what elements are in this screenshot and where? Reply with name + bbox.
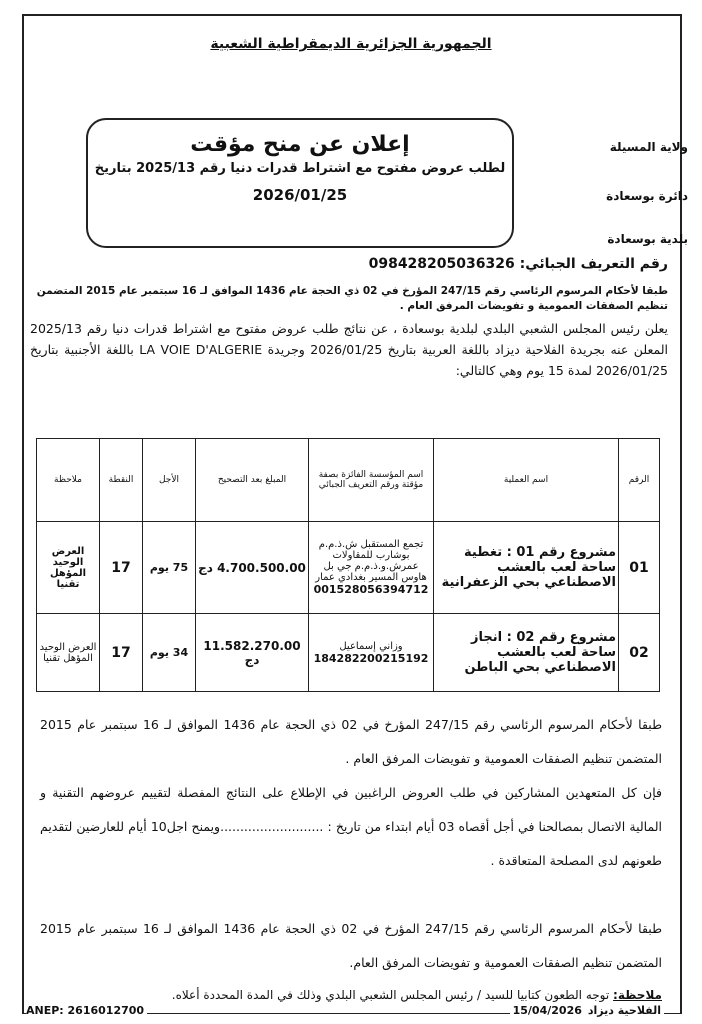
company-name: تجمع المستقبل ش.ذ.م.م بوشارب للمقاولات عمرش.و.ذ.م.م جي بل هاوس المسير بغدادي عمار	[315, 539, 427, 583]
header-score: النقطة	[100, 439, 143, 522]
table-row	[37, 522, 660, 614]
baladiya-label: بلدية بوسعادة	[607, 232, 688, 246]
row-amount: 11.582.270.00 دج	[196, 614, 309, 692]
row-operation: مشروع رقم 02 : انجاز ساحة لعب بالعشب الاصطناعي بحي الباطن	[434, 614, 619, 692]
table-row	[37, 614, 660, 692]
header-amount: المبلغ بعد التصحيح	[196, 439, 309, 522]
note	[40, 988, 662, 1002]
row-duration: 34 يوم	[143, 614, 196, 692]
decree-paragraph-1: طبقا لأحكام المرسوم الرئاسي رقم 247/15 المؤرخ في 02 ذي الحجة عام 1436 الموافق لـ 16 سبتمبر عام 2015 المتضمن تنظيم الصفقات العمومية و تفويضات المرفق العام .	[40, 717, 663, 766]
decree-intro: طبقا لأحكام المرسوم الرئاسي رقم 247/15 المؤرخ في 02 ذي الحجة عام 1436 الموافق لـ 16 سبتمبر عام 2015 المتضمن تنظيم الصفقات العمومية و تفويضات المرفق العام .	[36, 285, 668, 312]
daira-label: دائرة بوسعادة	[606, 189, 688, 203]
row-num: 02	[619, 614, 660, 692]
row-num: 01	[619, 522, 660, 614]
row-duration: 75 يوم	[143, 522, 196, 614]
newspaper-name: الفلاحية ديزاد	[587, 1004, 661, 1017]
republic-title: الجمهورية الجزائرية الديمقراطية الشعبية	[210, 36, 492, 52]
row-score: 17	[100, 522, 143, 614]
row-amount: 4.700.500.00 دج	[196, 522, 309, 614]
header-duration: الأجل	[143, 439, 196, 522]
row-operation: مشروع رقم 01 : تغطية ساحة لعب بالعشب الاصطناعي بحي الزعفرانية	[434, 522, 619, 614]
row-remark: العرض الوحيد المؤهل تقنيا	[37, 522, 100, 614]
note-text: توجه الطعون كتابيا للسيد / رئيس المجلس الشعبي البلدي وذلك في المدة المحددة أعلاه.	[171, 988, 614, 1002]
announcement-subheading: لطلب عروض مفتوح مع اشتراط قدرات دنيا رقم 2025/13 بتاريخ	[94, 161, 506, 176]
company-name: وزاني إسماعيل	[339, 640, 403, 652]
announce-paragraph: يعلن رئيس المجلس الشعبي البلدي لبلدية بوسعادة ، عن نتائج طلب عروض مفتوح مع اشتراط قدرات دنيا رقم 2025/13 المعلن عنه بجريدة الفلاحية ديزاد باللغة العربية بتاريخ 2026/01/25 وجريدة LA VOIE D'ALGERIE باللغة الأجنبية بتاريخ 2026/01/25 لمدة 15 يوم وهي كالتالي:	[30, 321, 668, 378]
tax-id: رقم التعريف الجبائي: 098428205036326	[368, 256, 668, 272]
row-company	[309, 614, 434, 692]
company-id: 184282200215192	[313, 651, 429, 665]
header-remark: ملاحظة	[37, 439, 100, 522]
header-num: الرقم	[619, 439, 660, 522]
header-operation: اسم العملية	[434, 439, 619, 522]
results-table	[36, 438, 660, 692]
row-remark: العرض الوحيد المؤهل تقنيا	[37, 614, 100, 692]
row-company	[309, 522, 434, 614]
wilaya-label: ولاية المسيلة	[609, 140, 688, 154]
note-label: ملاحظة:	[613, 988, 662, 1002]
announcement-date: 2026/01/25	[252, 186, 348, 204]
announcement-box	[86, 118, 514, 248]
publication-date: 15/04/2026	[512, 1004, 582, 1017]
decree-paragraph-2: طبقا لأحكام المرسوم الرئاسي رقم 247/15 المؤرخ في 02 ذي الحجة عام 1436 الموافق لـ 16 سبتمبر عام 2015 المتضمن تنظيم الصفقات العمومية و تفويضات المرفق العام.	[40, 921, 663, 970]
company-id: 001528056394712	[313, 583, 429, 596]
table-header	[37, 439, 660, 522]
announcement-heading: إعلان عن منح مؤقت	[190, 132, 410, 157]
footer	[22, 1004, 682, 1017]
invite-paragraph: فإن كل المتعهدين المشاركين في طلب العروض الراغبين في الإطلاع على النتائج المفصلة لتقييم عروضهم التقنية و المالية الاتصال بمصالحنا في أجل أقصاه 03 أيام ابتداء من تاريخ : ..........................ويمنح اجل10 أيام للعارضين لتقديم طعونهم لدى المصلحة المتعاقدة .	[40, 785, 662, 868]
anep-number: ANEP: 2616012700	[26, 1004, 145, 1017]
row-score: 17	[100, 614, 143, 692]
header-company: اسم المؤسسة الفائزة بصفة مؤقتة ورقم التعريف الجبائي	[309, 439, 434, 522]
